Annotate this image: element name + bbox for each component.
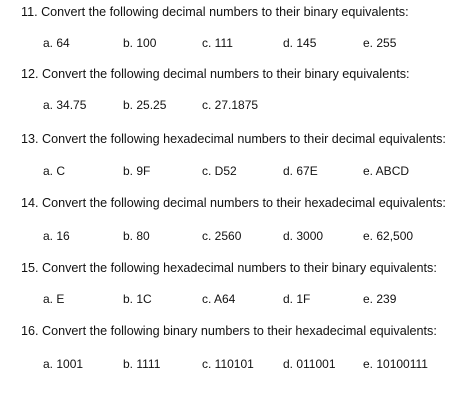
question-15-item-a: a. E [43, 292, 65, 306]
question-11-item-d: d. 145 [283, 36, 317, 50]
question-11-prompt: 11. Convert the following decimal numbers to their binary equivalents: [21, 5, 409, 19]
question-14-prompt: 14. Convert the following decimal numbers to their hexadecimal equivalents: [21, 196, 446, 210]
question-13-item-b: b. 9F [123, 164, 151, 178]
question-14-item-c: c. 2560 [202, 229, 242, 243]
question-11-item-e: e. 255 [363, 36, 397, 50]
question-12-item-a: a. 34.75 [43, 98, 87, 112]
question-12-item-c: c. 27.1875 [202, 98, 259, 112]
question-12-item-b: b. 25.25 [123, 98, 167, 112]
question-16-item-e: e. 10100111 [363, 357, 428, 371]
question-14-item-e: e. 62,500 [363, 229, 414, 243]
question-16-prompt: 16. Convert the following binary numbers to their hexadecimal equivalents: [21, 324, 437, 338]
question-13-item-e: e. ABCD [363, 164, 410, 178]
question-15-item-d: d. 1F [283, 292, 311, 306]
question-13-item-a: a. C [43, 164, 66, 178]
question-15-item-b: b. 1C [123, 292, 152, 306]
question-13-item-c: c. D52 [202, 164, 237, 178]
question-11-item-b: b. 100 [123, 36, 157, 50]
question-15-item-e: e. 239 [363, 292, 397, 306]
question-14-item-a: a. 16 [43, 229, 70, 243]
question-13-item-d: d. 67E [283, 164, 318, 178]
question-16-item-a: a. 1001 [43, 357, 84, 371]
question-11-item-a: a. 64 [43, 36, 70, 50]
question-15-prompt: 15. Convert the following hexadecimal numbers to their binary equivalents: [21, 261, 437, 275]
question-14-item-b: b. 80 [123, 229, 150, 243]
question-14-item-d: d. 3000 [283, 229, 324, 243]
question-16-item-b: b. 1111 [123, 357, 161, 371]
question-12-prompt: 12. Convert the following decimal numbers to their binary equivalents: [21, 67, 410, 81]
question-13-prompt: 13. Convert the following hexadecimal numbers to their decimal equivalents: [21, 132, 446, 146]
question-16-item-c: c. 110101 [202, 357, 254, 371]
question-16-item-d: d. 011001 [283, 357, 336, 371]
question-15-item-c: c. A64 [202, 292, 236, 306]
question-11-item-c: c. 111 [202, 36, 233, 50]
